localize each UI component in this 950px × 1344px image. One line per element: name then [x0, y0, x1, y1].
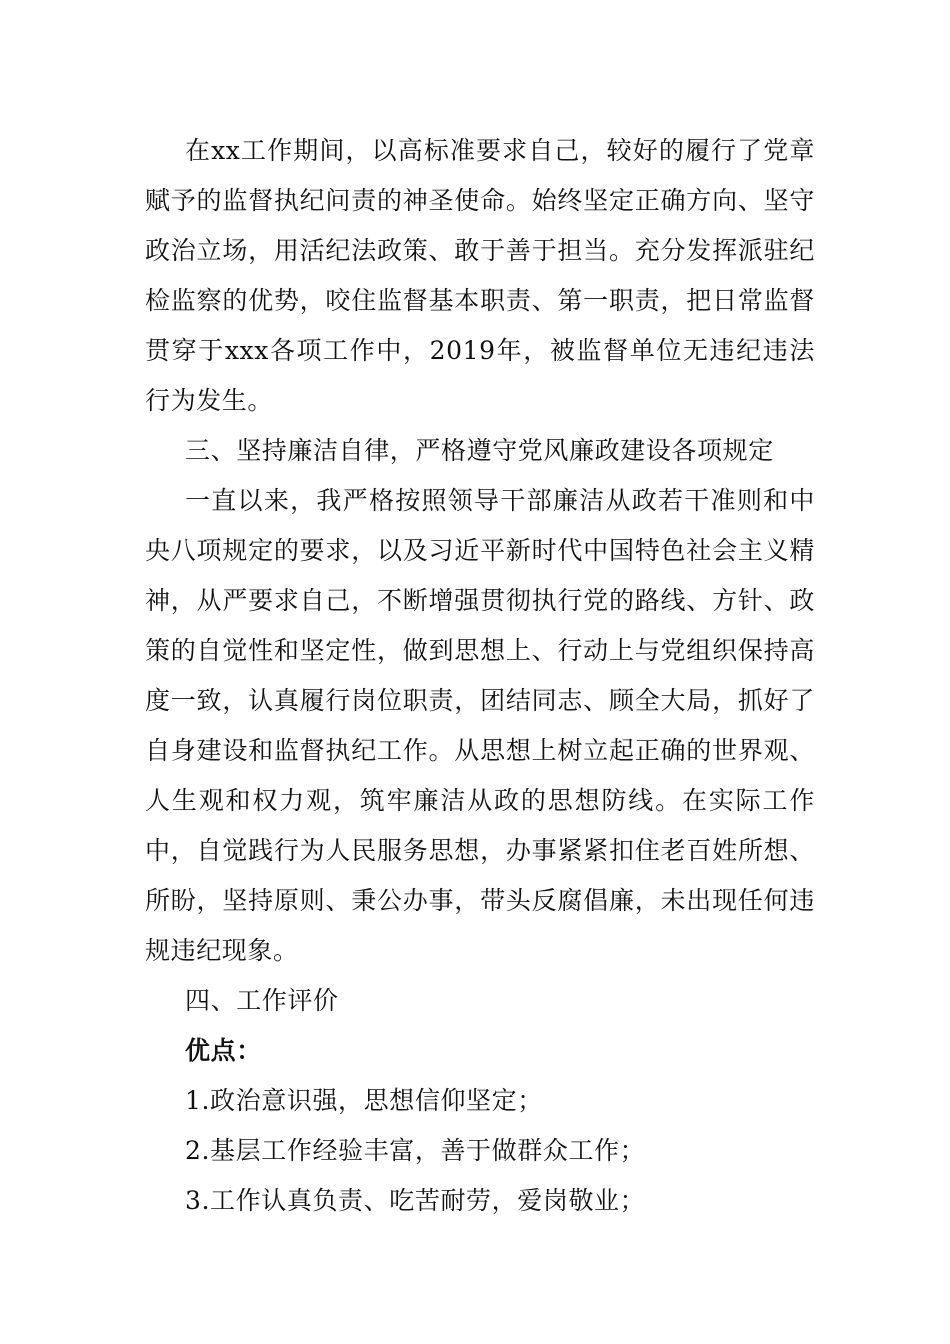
strength-item-1: 1.政治意识强，思想信仰坚定；: [185, 1086, 543, 1115]
strengths-label: 优点：: [185, 1036, 262, 1065]
paragraph-supervision-duty: 在xx工作期间，以高标准要求自己，较好的履行了党章赋予的监督执纪问责的神圣使命。始终坚定正确方向、坚守政治立场，用活纪法政策、敢于善于担当。充分发挥派驻纪检监察的优势，咬住监督基本职责、第一职责，把日常监督贯穿于xxx各项工作中，2019年，被监督单位无违纪违法行为发生。: [145, 136, 815, 415]
section-heading-three: 三、坚持廉洁自律，严格遵守党风廉政建设各项规定: [185, 436, 774, 465]
paragraph-integrity: 一直以来，我严格按照领导干部廉洁从政若干准则和中央八项规定的要求，以及习近平新时代中国特色社会主义精神，从严要求自己，不断增强贯彻执行党的路线、方针、政策的自觉性和坚定性，做到思想上、行动上与党组织保持高度一致，认真履行岗位职责，团结同志、顾全大局，抓好了自身建设和监督执纪工作。从思想上树立起正确的世界观、人生观和权力观，筑牢廉洁从政的思想防线。在实际工作中，自觉践行为人民服务思想，办事紧紧扣住老百姓所想、所盼，坚持原则、秉公办事，带头反腐倡廉，未出现任何违规违纪现象。: [145, 486, 815, 965]
document-body: [145, 126, 815, 1226]
strength-item-2: 2.基层工作经验丰富，善于做群众工作；: [185, 1136, 646, 1165]
section-heading-four: 四、工作评价: [185, 986, 339, 1015]
strength-item-3: 3.工作认真负责、吃苦耐劳，爱岗敬业；: [185, 1186, 646, 1215]
